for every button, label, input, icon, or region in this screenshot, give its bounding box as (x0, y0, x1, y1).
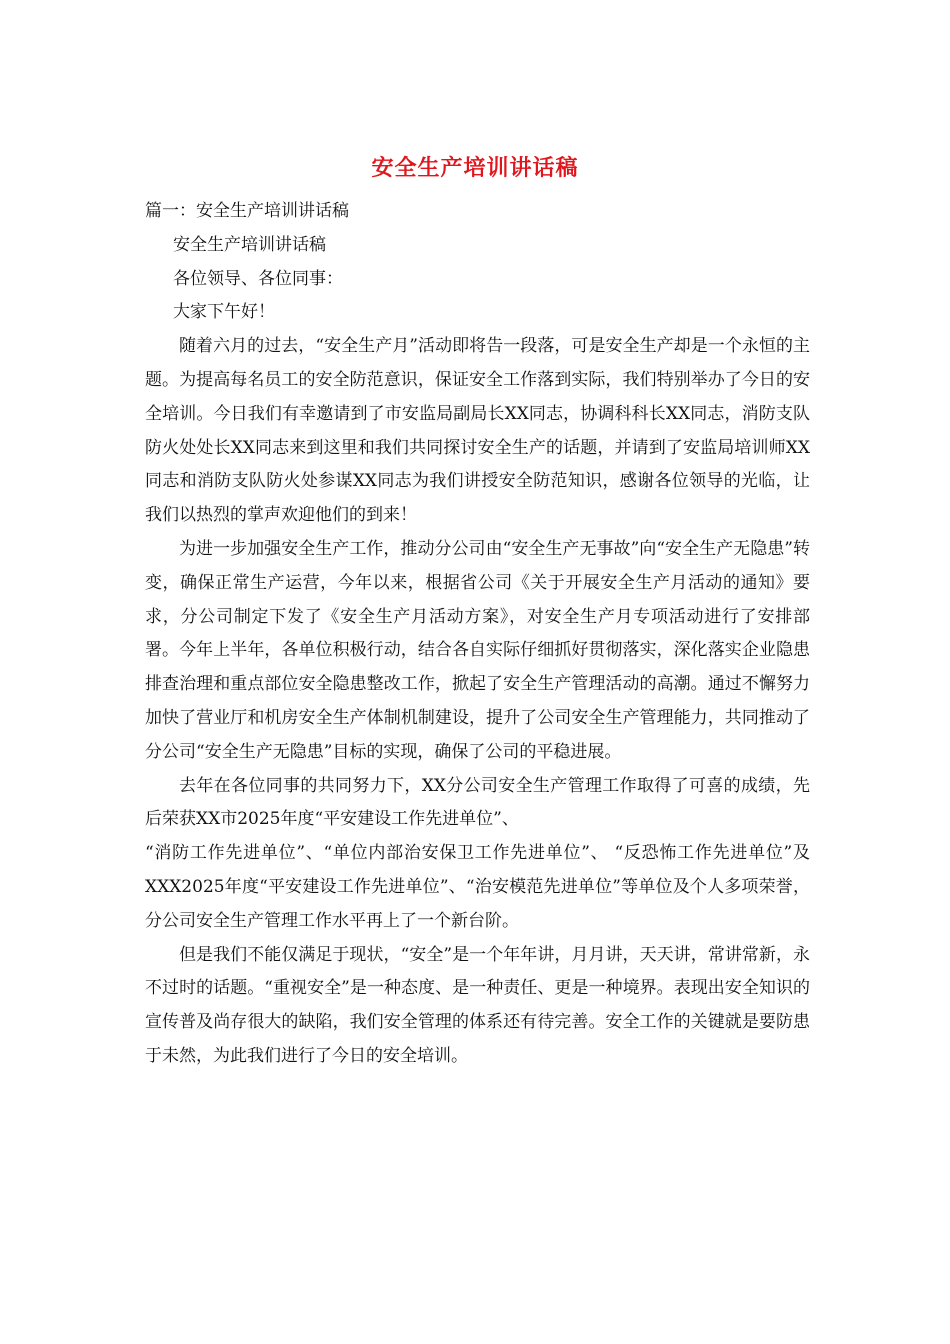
paragraph-intro: 随着六月的过去，“安全生产月”活动即将告一段落，可是安全生产却是一个永恒的主题。为提高每名员工的安全防范意识，保证安全工作落到实际，我们特别举办了今日的安全培训。今日我们有幸邀请到了市安监局副局长XX同志，协调科科长XX同志，消防支队防火处处长XX同志来到这里和我们共同探讨安全生产的话题，并请到了安监局培训师XX同志和消防支队防火处参谋XX同志为我们讲授安全防范知识，感谢各位领导的光临，让我们以热烈的掌声欢迎他们的到来！ (145, 336, 810, 526)
section-heading: 篇一：安全生产培训讲话稿 (145, 201, 349, 221)
salutation: 各位领导、各位同事： (173, 268, 343, 289)
paragraph-achievements: 去年在各位同事的共同努力下，XX分公司安全生产管理工作取得了可喜的成绩，先后荣获XX市2025年度“平安建设工作先进单位”、 (145, 775, 810, 830)
paragraph-achievements-continued: “消防工作先进单位”、“单位内部治安保卫工作先进单位”、 “反恐怖工作先进单位”及XXX2025年度“平安建设工作先进单位”、“治安模范先进单位”等单位及个人多项荣誉，分公司安全生产管理工作水平再上了一个新台阶。 (145, 843, 810, 931)
paragraph-conclusion: 但是我们不能仅满足于现状，“安全”是一个年年讲，月月讲，天天讲，常讲常新，永不过时的话题。“重视安全”是一种态度、是一种责任、更是一种境界。表现出安全知识的宣传普及尚存很大的缺陷，我们安全管理的体系还有待完善。安全工作的关键就是要防患于未然，为此我们进行了今日的安全培训。 (145, 944, 810, 1066)
greeting: 大家下午好！ (173, 302, 275, 323)
document-body (145, 195, 810, 1074)
speech-subtitle: 安全生产培训讲话稿 (173, 234, 326, 255)
document-title: 安全生产培训讲话稿 (371, 155, 579, 181)
paragraph-work-progress: 为进一步加强安全生产工作，推动分公司由“安全生产无事故”向“安全生产无隐患”转变，确保正常生产运营，今年以来，根据省公司《关于开展安全生产月活动的通知》要求，分公司制定下发了《安全生产月活动方案》，对安全生产月专项活动进行了安排部署。今年上半年，各单位积极行动，结合各自实际仔细抓好贯彻落实，深化落实企业隐患排查治理和重点部位安全隐患整改工作，掀起了安全生产管理活动的高潮。通过不懈努力加快了营业厅和机房安全生产体制机制建设，提升了公司安全生产管理能力，共同推动了分公司“安全生产无隐患”目标的实现，确保了公司的平稳进展。 (145, 538, 810, 762)
